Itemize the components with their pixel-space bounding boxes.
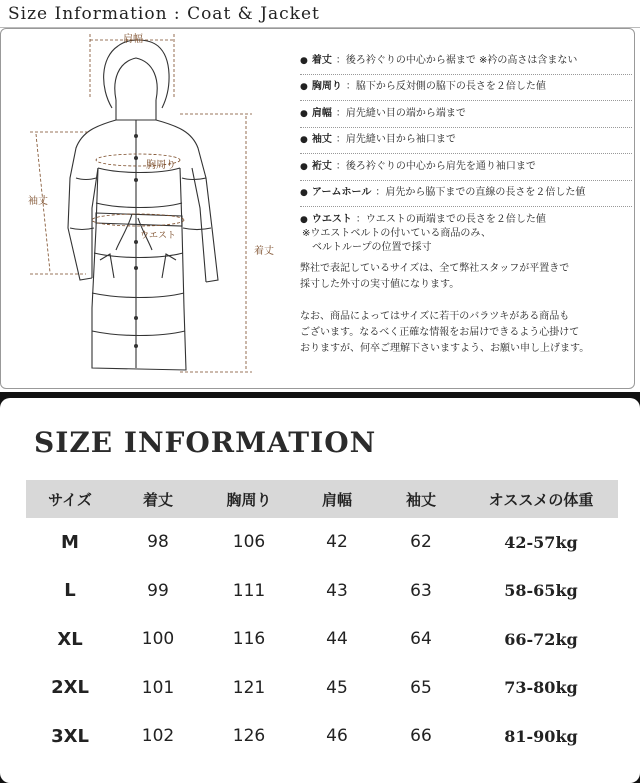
paragraph-line: 弊社で表記しているサイズは、全て弊社スタッフが平置きで <box>300 263 570 274</box>
note-subtext: ※ウエストベルトの付いている商品のみ、 <box>302 228 491 239</box>
cell-length: 102 <box>141 726 175 747</box>
disclaimer-paragraph-2 <box>300 309 632 357</box>
length-label: 着丈 <box>254 246 274 257</box>
bullet-icon: ● <box>300 161 308 172</box>
cell-chest: 121 <box>232 677 266 698</box>
cell-shoulder: 46 <box>326 726 348 747</box>
cell-length: 98 <box>147 532 169 553</box>
cell-length: 99 <box>147 580 169 601</box>
table-row <box>26 615 618 664</box>
note-subtext: ベルトループの位置で採寸 <box>302 242 432 253</box>
cell-weight: 81-90kg <box>504 726 578 746</box>
coat-illustration <box>0 28 290 388</box>
note-text: ：肩先から脇下までの直線の長さを２倍した値 <box>375 187 586 199</box>
note-armhole <box>300 181 632 208</box>
cell-size: 2XL <box>51 677 89 699</box>
header-title: Size Information : Coat & Jacket <box>8 4 320 24</box>
header-shoulder: 肩幅 <box>296 480 378 518</box>
cell-weight: 73-80kg <box>504 678 578 698</box>
note-term: 胸周り <box>311 81 342 93</box>
note-shoulder <box>300 101 632 128</box>
waist-label: ウエスト <box>140 231 177 241</box>
cell-chest: 116 <box>232 629 266 650</box>
chest-label: 胸周り <box>146 160 176 171</box>
note-term: アームホール <box>311 187 372 199</box>
cell-size: M <box>61 531 79 553</box>
note-sleeve <box>300 128 632 155</box>
cell-shoulder: 44 <box>326 629 348 650</box>
cell-chest: 106 <box>232 532 266 553</box>
bullet-icon: ● <box>300 108 308 119</box>
paragraph-line: ございます。なるべく正確な情報をお届けできるよう心掛けて <box>300 327 580 338</box>
header-sleeve: 袖丈 <box>378 480 464 518</box>
note-text: ：脇下から反対側の脇下の長さを２倍した値 <box>345 81 546 93</box>
bullet-icon: ● <box>300 135 308 146</box>
header-length: 着丈 <box>114 480 202 518</box>
bullet-icon: ● <box>300 215 308 225</box>
bullet-icon: ● <box>300 188 308 199</box>
note-term: 着丈 <box>311 54 332 66</box>
paragraph-line: 採寸した外寸の実寸値になります。 <box>300 279 460 290</box>
size-table <box>26 480 618 761</box>
cell-sleeve: 64 <box>410 629 432 650</box>
cell-size: 3XL <box>51 725 89 747</box>
cell-sleeve: 65 <box>410 677 432 698</box>
note-text: ：ウエストの両端までの長さを２倍した値 <box>355 214 546 225</box>
cell-size: L <box>64 580 76 602</box>
note-text: ：後ろ衿ぐりの中心から裾まで ※衿の高さは含まない <box>335 54 578 66</box>
cell-sleeve: 66 <box>410 726 432 747</box>
header-chest: 胸周り <box>202 480 296 518</box>
bullet-icon: ● <box>300 55 308 66</box>
table-row <box>26 664 618 713</box>
note-term: ウエスト <box>311 214 352 225</box>
cell-shoulder: 45 <box>326 677 348 698</box>
cell-chest: 111 <box>232 580 266 601</box>
table-row <box>26 712 618 761</box>
bullet-icon: ● <box>300 82 308 93</box>
table-row <box>26 518 618 567</box>
paragraph-line: おりますが、何卒ご理解下さいますよう、お願い申し上げます。 <box>300 343 590 354</box>
cell-weight: 66-72kg <box>504 629 578 649</box>
cell-sleeve: 63 <box>410 580 432 601</box>
note-text: ：肩先縫い目の端から端まで <box>335 107 466 119</box>
cell-sleeve: 62 <box>410 532 432 553</box>
cell-length: 100 <box>141 629 175 650</box>
note-yuki <box>300 154 632 181</box>
note-text: ：後ろ衿ぐりの中心から肩先を通り袖口まで <box>335 160 536 172</box>
note-term: 袖丈 <box>311 134 332 146</box>
table-row <box>26 567 618 616</box>
sleeve-label: 袖丈 <box>28 196 48 207</box>
paragraph-line: なお、商品によってはサイズに若干のバラツキがある商品も <box>300 311 570 322</box>
cell-shoulder: 42 <box>326 532 348 553</box>
cell-size: XL <box>57 628 83 650</box>
cell-chest: 126 <box>232 726 266 747</box>
note-waist <box>300 207 632 251</box>
cell-shoulder: 43 <box>326 580 348 601</box>
table-header-row <box>26 480 618 518</box>
size-table-panel <box>0 398 640 783</box>
header-weight: オススメの体重 <box>464 480 618 518</box>
cell-weight: 42-57kg <box>504 532 578 552</box>
shoulder-label: 肩幅 <box>123 34 143 45</box>
note-term: 裄丈 <box>311 160 332 172</box>
note-length <box>300 48 632 75</box>
header-size: サイズ <box>26 480 114 518</box>
note-chest <box>300 75 632 102</box>
measurement-notes <box>300 48 632 357</box>
disclaimer-paragraph-1 <box>300 261 632 293</box>
cell-length: 101 <box>141 677 175 698</box>
cell-weight: 58-65kg <box>504 581 578 601</box>
note-text: ：肩先縫い目から袖口まで <box>335 134 456 146</box>
size-section-title: SIZE INFORMATION <box>34 426 377 459</box>
note-term: 肩幅 <box>311 107 332 119</box>
